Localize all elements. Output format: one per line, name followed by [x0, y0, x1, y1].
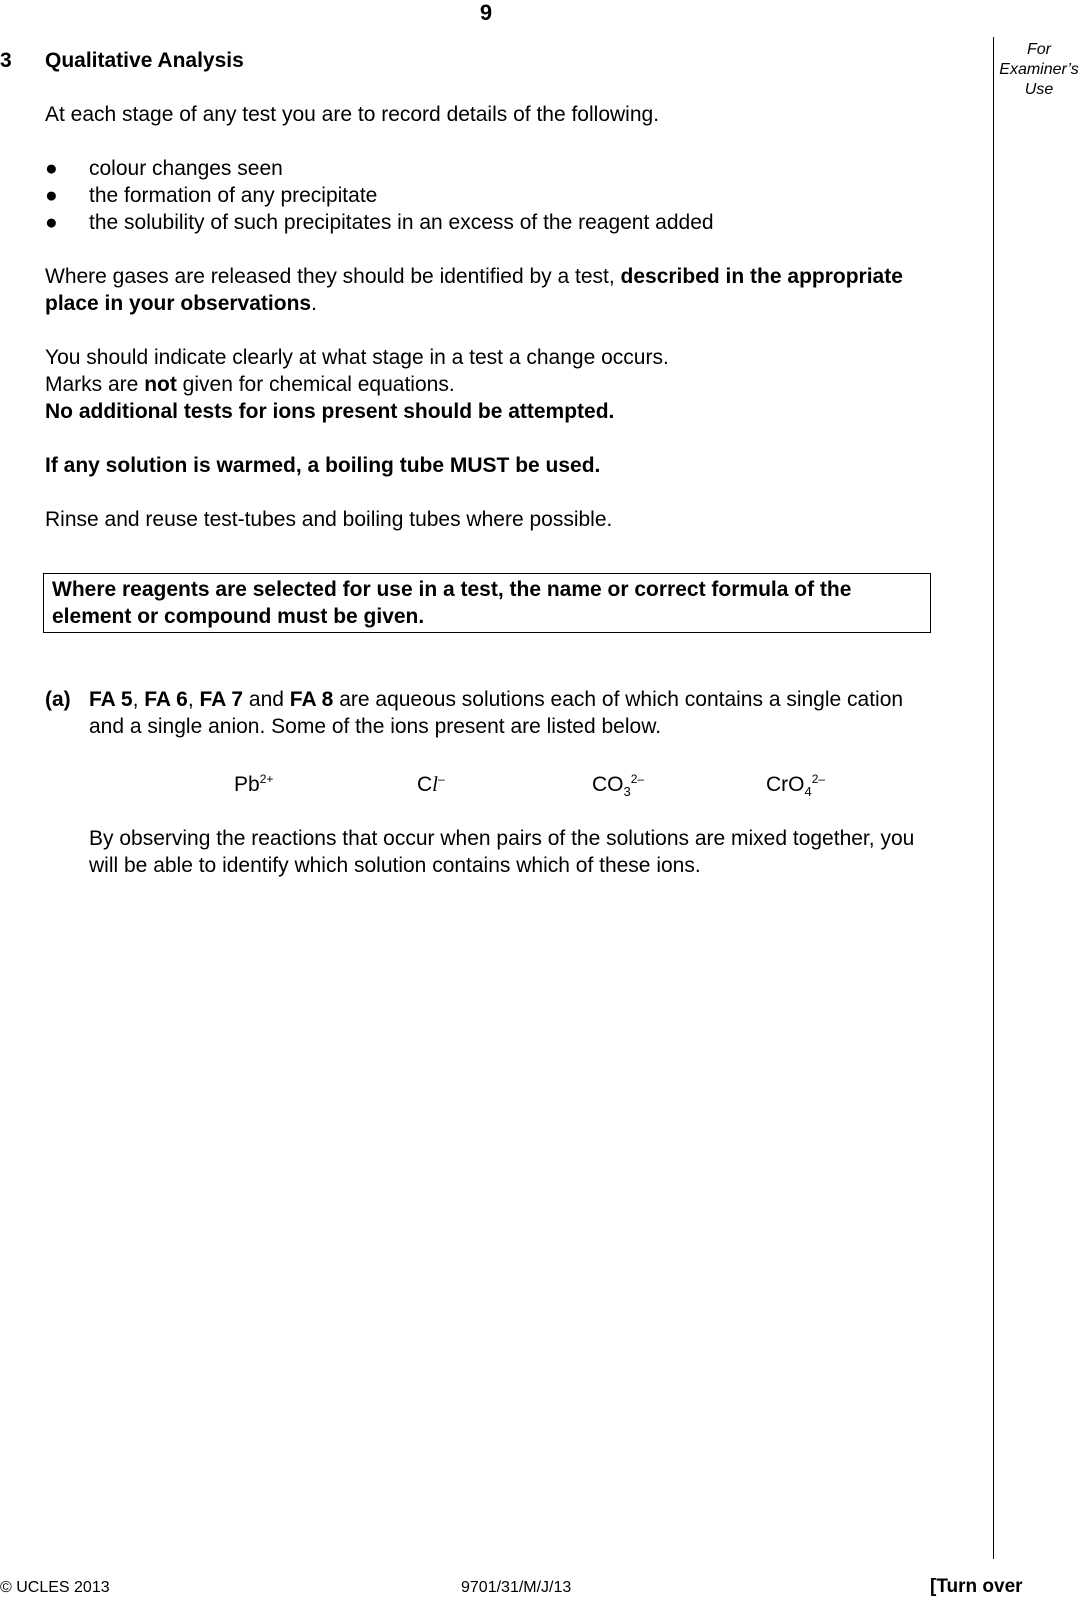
- rinse-instruction: Rinse and reuse test-tubes and boiling tubes where possible.: [45, 508, 613, 531]
- paper-code: 9701/31/M/J/13: [461, 1579, 572, 1596]
- separator: and: [243, 688, 290, 711]
- bullet-item: colour changes seen: [89, 157, 283, 180]
- reagent-notice-line: element or compound must be given.: [52, 605, 425, 628]
- ion-subscript: 4: [804, 784, 812, 799]
- ion-symbol: C: [417, 773, 433, 796]
- bullet-icon: ●: [45, 157, 58, 180]
- part-a-label: (a): [45, 688, 71, 711]
- marks-text: Marks are: [45, 373, 145, 396]
- ion-symbol: CrO: [766, 773, 805, 796]
- ion-symbol-italic: l: [432, 772, 439, 796]
- ion-charge: 2–: [630, 772, 645, 786]
- question-title: Qualitative Analysis: [45, 49, 244, 72]
- gases-text: Where gases are released they should be identified by a test,: [45, 265, 621, 288]
- ion-lead: [234, 771, 273, 798]
- separator: ,: [187, 688, 200, 711]
- separator: ,: [132, 688, 145, 711]
- observe-line2: will be able to identify which solution contains which of these ions.: [89, 854, 701, 877]
- solution-fa7: FA 7: [199, 688, 244, 711]
- marks-text: given for chemical equations.: [176, 373, 455, 396]
- bullet-item: the formation of any precipitate: [89, 184, 378, 207]
- question-number: 3: [0, 49, 12, 72]
- boiling-tube-instruction: If any solution is warmed, a boiling tube MUST be used.: [45, 454, 601, 477]
- gases-instruction-line1: [45, 263, 903, 290]
- ion-chromate: [766, 771, 825, 798]
- reagent-notice-text: [52, 576, 851, 630]
- gases-instruction-line2: [45, 290, 317, 317]
- part-a-text: are aqueous solutions each of which contains a single cation: [333, 688, 904, 711]
- bullet-item: the solubility of such precipitates in an excess of the reagent added: [89, 211, 714, 234]
- part-a-line1: [89, 686, 903, 713]
- bullet-icon: ●: [45, 184, 58, 207]
- ion-charge: 2+: [259, 772, 274, 786]
- ion-carbonate: [592, 771, 644, 798]
- marks-emphasis: not: [144, 373, 177, 396]
- page-number: 9: [479, 0, 493, 25]
- no-additional-tests-instruction: No additional tests for ions present should be attempted.: [45, 400, 615, 423]
- examiner-label-line: Examiner’s: [999, 61, 1079, 78]
- part-a-line2: and a single anion. Some of the ions present are listed below.: [89, 715, 662, 738]
- ion-charge: –: [438, 772, 445, 786]
- ion-charge: 2–: [811, 772, 826, 786]
- solution-fa8: FA 8: [289, 688, 334, 711]
- gases-emphasis: place in your observations: [45, 292, 312, 315]
- ion-symbol: Pb: [234, 773, 260, 796]
- turn-over-label: [Turn over: [930, 1576, 1023, 1597]
- solution-fa5: FA 5: [89, 688, 133, 711]
- marks-instruction: [45, 371, 455, 398]
- ion-chloride: [417, 771, 445, 798]
- bullet-icon: ●: [45, 211, 58, 234]
- examiner-margin-divider: [993, 37, 994, 1559]
- ion-subscript: 3: [623, 784, 631, 799]
- stage-instruction: You should indicate clearly at what stage in a test a change occurs.: [45, 346, 669, 369]
- gases-text: .: [311, 292, 317, 315]
- examiner-use-label: [990, 40, 1088, 100]
- ion-symbol: CO: [592, 773, 624, 796]
- examiner-label-line: Use: [1024, 81, 1054, 98]
- intro-text: At each stage of any test you are to record details of the following.: [45, 103, 660, 126]
- copyright: © UCLES 2013: [0, 1579, 110, 1596]
- examiner-label-line: For: [1027, 41, 1051, 58]
- reagent-notice-line: Where reagents are selected for use in a test, the name or correct formula of the: [52, 578, 852, 601]
- solution-fa6: FA 6: [144, 688, 188, 711]
- observe-line1: By observing the reactions that occur when pairs of the solutions are mixed together, you: [89, 827, 915, 850]
- gases-emphasis: described in the appropriate: [620, 265, 903, 288]
